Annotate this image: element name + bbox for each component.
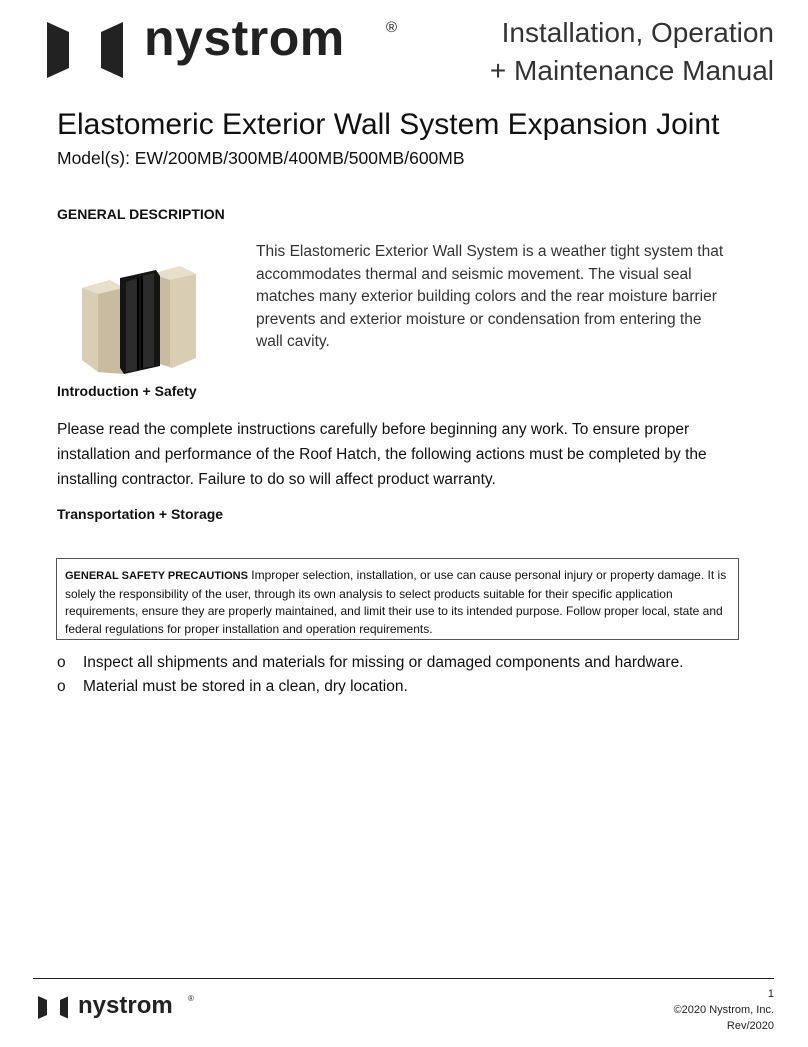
general-description-heading: GENERAL DESCRIPTION: [57, 206, 225, 222]
footer-info: [674, 986, 774, 1034]
bullet-text: Inspect all shipments and materials for missing or damaged components and hardware.: [83, 654, 684, 671]
footer-registered-mark: ®: [188, 994, 194, 1003]
copyright: ©2020 Nystrom, Inc.: [673, 1004, 774, 1016]
intro-safety-heading: Introduction + Safety: [57, 383, 197, 399]
brand-wordmark: nystrom: [144, 10, 345, 66]
bullet-marker: o: [57, 654, 66, 671]
nystrom-logo-icon: [47, 18, 147, 82]
transportation-storage-heading: Transportation + Storage: [57, 506, 224, 522]
storage-bullet-list: [57, 651, 777, 699]
safety-precautions-text: Improper selection, installation, or use can cause personal injury or property damage. It is solely the responsibility of the user, through its own analysis to select products suitable for their specific application requirements, ensure they are properly maintained, and limit their use to its intended purpose. Follow proper local, state and federal regulations for proper installation and operation requirements.: [65, 568, 727, 636]
manual-title-line1: Installation, Operation: [501, 17, 774, 48]
safety-precautions-label: GENERAL SAFETY PRECAUTIONS: [65, 570, 248, 582]
bullet-text: Material must be stored in a clean, dry location.: [83, 678, 408, 695]
manual-title-line2: + Maintenance Manual: [489, 55, 774, 86]
footer-divider: [33, 978, 774, 979]
footer-brand-wordmark: nystrom: [78, 992, 173, 1019]
bullet-marker: o: [57, 678, 66, 695]
model-numbers: Model(s): EW/200MB/300MB/400MB/500MB/600MB: [57, 148, 465, 168]
list-item: [57, 675, 777, 699]
page-number: 1: [767, 988, 774, 1000]
page-title: Elastomeric Exterior Wall System Expansion Joint: [57, 108, 720, 141]
safety-precautions-box: [56, 558, 739, 640]
manual-title: [490, 14, 774, 90]
nystrom-footer-logo-icon: [38, 994, 68, 1021]
general-description-text: This Elastomeric Exterior Wall System is a weather tight system that accommodates thermal and seismic movement. The visual seal matches many exterior building colors and the rear moisture barrier prevents and exterior moisture or condensation from entering the wall cavity.: [256, 243, 724, 350]
intro-safety-text: Please read the complete instructions carefully before beginning any work. To ensure proper installation and performance of the Roof Hatch, the following actions must be completed by the installing contractor. Failure to do so will affect product warranty.: [57, 421, 707, 488]
registered-mark: ®: [386, 19, 398, 36]
revision: Rev/2020: [726, 1020, 774, 1032]
expansion-joint-product-image: [80, 262, 198, 374]
list-item: [57, 651, 777, 675]
